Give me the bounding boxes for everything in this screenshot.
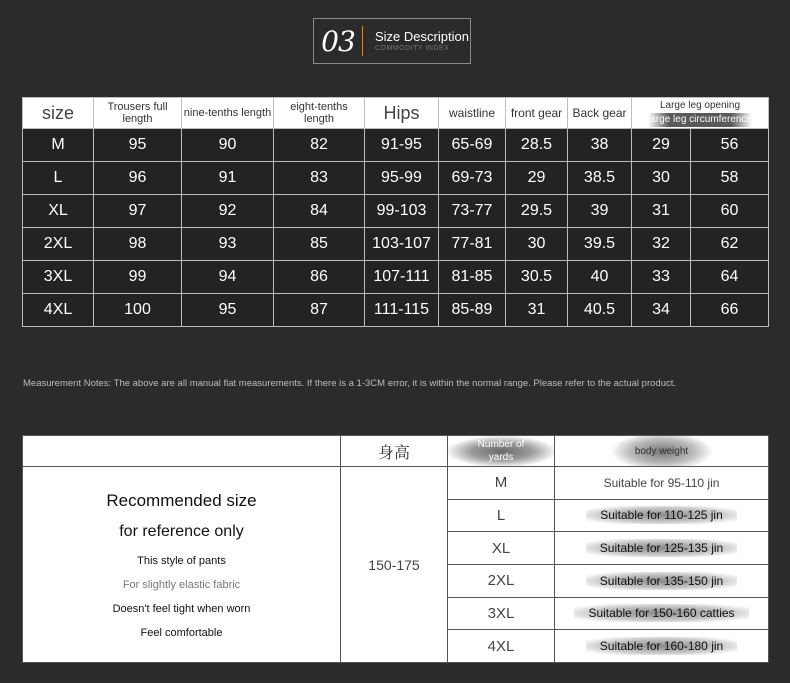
- measurement-cell: 111-115: [365, 294, 439, 327]
- measurement-cell: 82: [274, 129, 365, 162]
- size-label-cell: 3XL: [23, 261, 94, 294]
- info-fit: Doesn't feel tight when worn: [112, 602, 251, 615]
- measurement-cell: 91: [182, 162, 274, 195]
- rec-weight-text: Suitable for 135-150 jin: [586, 572, 737, 590]
- info-recommended-size: Recommended size: [106, 490, 257, 510]
- col-header-front-gear: front gear: [506, 98, 568, 129]
- size-table-row: [23, 294, 769, 327]
- measurement-cell: 85: [274, 228, 365, 261]
- size-table-row: [23, 129, 769, 162]
- header-divider: [362, 26, 363, 56]
- size-table-row: [23, 162, 769, 195]
- height-range-value: 150-175: [341, 467, 448, 663]
- rec-weight-cell: Suitable for 95-110 jin: [555, 467, 769, 500]
- measurement-cell: 30: [506, 228, 568, 261]
- section-title: Size Description: [375, 29, 469, 44]
- size-label-cell: XL: [23, 195, 94, 228]
- measurement-cell: 99-103: [365, 195, 439, 228]
- recommendation-table: [22, 435, 769, 663]
- measurement-cell: 84: [274, 195, 365, 228]
- col-header-waistline: waistline: [439, 98, 506, 129]
- size-measurement-table: [22, 97, 769, 327]
- rec-size-cell: M: [448, 467, 555, 500]
- rec-header-yards-line1: Number of: [477, 439, 525, 450]
- measurement-cell: 31: [632, 195, 691, 228]
- section-number: 03: [321, 24, 355, 58]
- measurement-cell: 39: [568, 195, 632, 228]
- recommendation-info: [23, 467, 341, 663]
- rec-header-yards: [448, 436, 555, 467]
- section-subtitle: COMMODITY INDEX: [375, 45, 450, 52]
- measurement-cell: 31: [506, 294, 568, 327]
- measurement-cell: 30.5: [506, 261, 568, 294]
- measurement-cell: 34: [632, 294, 691, 327]
- measurement-cell: 39.5: [568, 228, 632, 261]
- measurement-cell: 32: [632, 228, 691, 261]
- measurement-cell: 95-99: [365, 162, 439, 195]
- size-table-row: [23, 261, 769, 294]
- rec-table-header-row: [23, 436, 769, 467]
- size-table-body: [23, 129, 769, 327]
- measurement-note: Measurement Notes: The above are all manual flat measurements. If there is a 1-3CM error, it is within the normal range. Please refer to the actual product.: [23, 378, 676, 389]
- size-table-row: [23, 228, 769, 261]
- rec-header-height: 身高: [341, 436, 448, 467]
- rec-size-cell: 2XL: [448, 564, 555, 597]
- measurement-cell: 100: [94, 294, 182, 327]
- measurement-cell: 65-69: [439, 129, 506, 162]
- rec-weight-cell: [555, 532, 769, 565]
- measurement-cell: 92: [182, 195, 274, 228]
- rec-weight-text: Suitable for 150-160 catties: [574, 604, 748, 622]
- rec-weight-cell: [555, 597, 769, 630]
- measurement-cell: 91-95: [365, 129, 439, 162]
- measurement-cell: 29.5: [506, 195, 568, 228]
- col-header-hips: Hips: [365, 98, 439, 129]
- size-label-cell: L: [23, 162, 94, 195]
- measurement-cell: 40: [568, 261, 632, 294]
- col-header-size: size: [23, 98, 94, 129]
- measurement-cell: 107-111: [365, 261, 439, 294]
- size-table-header-row: [23, 98, 769, 129]
- col-header-eight-tenths: eight-tenths length: [274, 98, 365, 129]
- measurement-cell: 95: [182, 294, 274, 327]
- measurement-cell: 93: [182, 228, 274, 261]
- measurement-cell: 60: [691, 195, 769, 228]
- col-header-leg: [632, 98, 769, 129]
- info-style: This style of pants: [137, 554, 226, 567]
- rec-weight-text: Suitable for 125-135 jin: [586, 539, 737, 557]
- measurement-cell: 30: [632, 162, 691, 195]
- col-header-leg-circumference: large leg circumference: [648, 114, 752, 125]
- info-comfort: Feel comfortable: [140, 626, 223, 639]
- measurement-cell: 29: [632, 129, 691, 162]
- measurement-cell: 94: [182, 261, 274, 294]
- measurement-cell: 40.5: [568, 294, 632, 327]
- rec-size-cell: 3XL: [448, 597, 555, 630]
- measurement-cell: 29: [506, 162, 568, 195]
- rec-weight-text: Suitable for 110-125 jin: [586, 506, 737, 524]
- size-table-row: [23, 195, 769, 228]
- info-fabric: For slightly elastic fabric: [122, 578, 241, 591]
- measurement-cell: 87: [274, 294, 365, 327]
- size-label-cell: 2XL: [23, 228, 94, 261]
- measurement-cell: 69-73: [439, 162, 506, 195]
- col-header-leg-opening: Large leg opening: [659, 100, 741, 111]
- measurement-cell: 38: [568, 129, 632, 162]
- rec-row: [23, 467, 769, 500]
- measurement-cell: 64: [691, 261, 769, 294]
- rec-size-cell: 4XL: [448, 630, 555, 663]
- measurement-cell: 85-89: [439, 294, 506, 327]
- measurement-cell: 73-77: [439, 195, 506, 228]
- measurement-cell: 95: [94, 129, 182, 162]
- measurement-cell: 81-85: [439, 261, 506, 294]
- col-header-back-gear: Back gear: [568, 98, 632, 129]
- measurement-cell: 38.5: [568, 162, 632, 195]
- size-label-cell: 4XL: [23, 294, 94, 327]
- measurement-cell: 62: [691, 228, 769, 261]
- measurement-cell: 86: [274, 261, 365, 294]
- rec-weight-cell: [555, 630, 769, 663]
- col-header-nine-tenths: nine-tenths length: [182, 98, 274, 129]
- rec-weight-text: Suitable for 160-180 jin: [586, 637, 737, 655]
- measurement-cell: 33: [632, 261, 691, 294]
- measurement-cell: 58: [691, 162, 769, 195]
- measurement-cell: 96: [94, 162, 182, 195]
- rec-weight-cell: [555, 499, 769, 532]
- header-text-group: [375, 29, 469, 53]
- measurement-cell: 56: [691, 129, 769, 162]
- rec-table-body: [23, 467, 769, 663]
- measurement-cell: 97: [94, 195, 182, 228]
- rec-header-blank: [23, 436, 341, 467]
- measurement-cell: 98: [94, 228, 182, 261]
- col-header-full-length: Trousers full length: [94, 98, 182, 129]
- rec-header-yards-line2: yards: [488, 452, 514, 463]
- size-label-cell: M: [23, 129, 94, 162]
- measurement-cell: 90: [182, 129, 274, 162]
- measurement-cell: 99: [94, 261, 182, 294]
- rec-size-cell: L: [448, 499, 555, 532]
- measurement-cell: 103-107: [365, 228, 439, 261]
- measurement-cell: 77-81: [439, 228, 506, 261]
- measurement-cell: 66: [691, 294, 769, 327]
- section-header: [313, 18, 471, 64]
- rec-header-weight: body weight: [555, 436, 769, 467]
- info-reference-only: for reference only: [119, 522, 244, 540]
- rec-size-cell: XL: [448, 532, 555, 565]
- rec-weight-cell: [555, 564, 769, 597]
- measurement-cell: 28.5: [506, 129, 568, 162]
- measurement-cell: 83: [274, 162, 365, 195]
